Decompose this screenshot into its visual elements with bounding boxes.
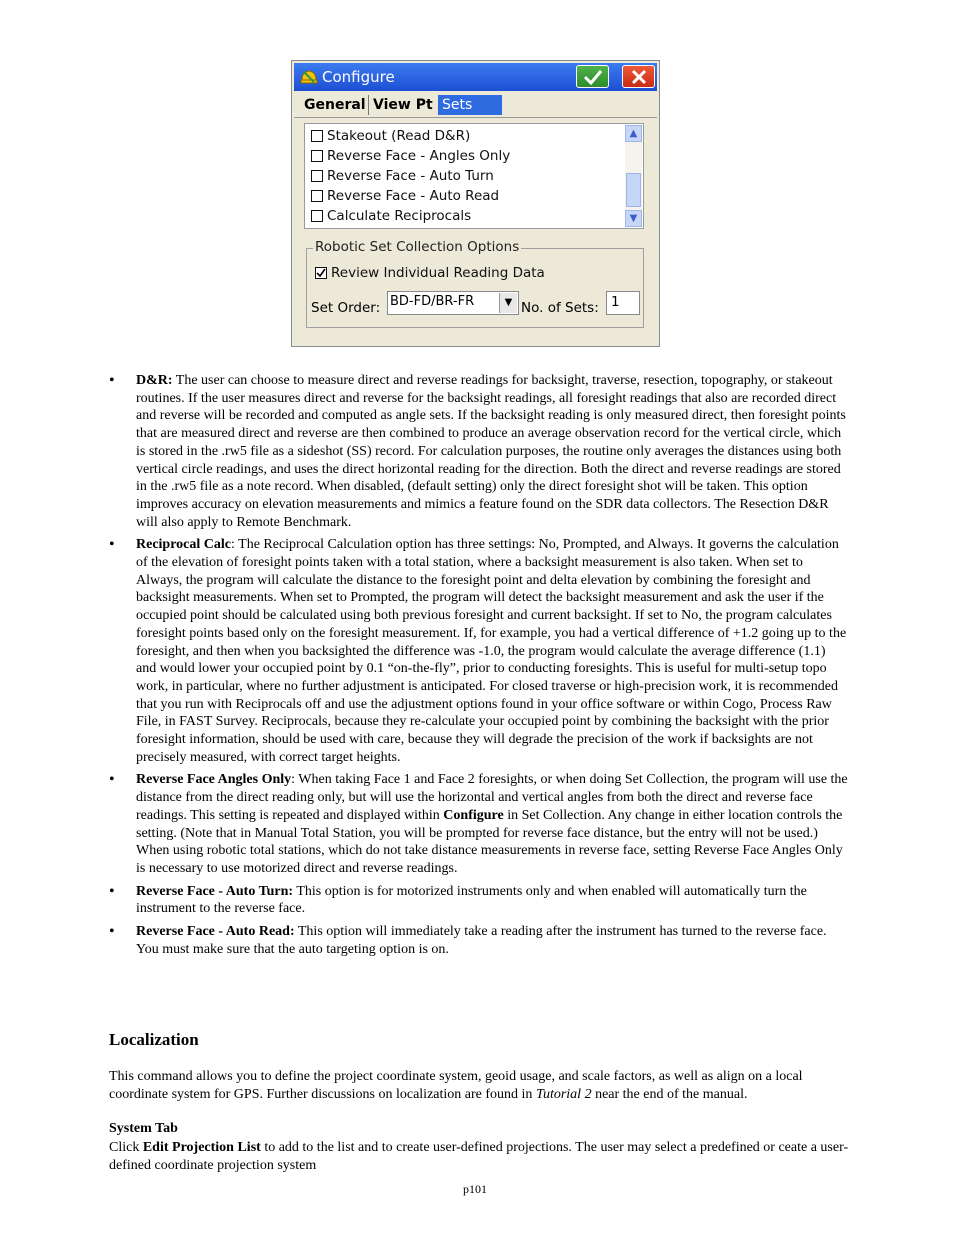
scroll-down-icon[interactable]: ▼ bbox=[625, 210, 642, 227]
list-item-reverse-face-auto-turn: • Reverse Face - Auto Turn: This option is for motorized instruments only and when enabled will automatically turn the instrument to the reverse face. bbox=[109, 883, 849, 918]
check-icon bbox=[316, 268, 326, 278]
num-sets-label: No. of Sets: bbox=[521, 300, 599, 316]
localization-heading: Localization bbox=[109, 1030, 199, 1049]
set-order-label: Set Order: bbox=[311, 300, 381, 316]
dialog-titlebar bbox=[294, 63, 657, 91]
localization-intro: This command allows you to define the project coordinate system, geoid usage, and scale factors, as well as align on a local coordinate system for GPS. Further discussions on localization are found in Tutorial 2 near the end of the manual. bbox=[109, 1069, 803, 1102]
checkbox[interactable] bbox=[311, 150, 323, 162]
page-number: p101 bbox=[463, 1182, 487, 1196]
checkmark-icon bbox=[583, 69, 603, 85]
review-individual-reading-checkbox-row[interactable]: Review Individual Reading Data bbox=[315, 265, 545, 281]
list-item-reverse-face-auto-read[interactable]: Reverse Face - Auto Read bbox=[311, 186, 499, 206]
set-order-select[interactable] bbox=[387, 291, 519, 315]
configure-dialog-screenshot bbox=[291, 60, 660, 347]
system-tab-heading: System Tab bbox=[109, 1121, 178, 1136]
group-label: Robotic Set Collection Options bbox=[315, 239, 520, 255]
checkbox-checked[interactable] bbox=[315, 267, 327, 279]
scroll-thumb[interactable] bbox=[626, 173, 641, 207]
list-item-dr: • D&R: The user can choose to measure direct and reverse readings for backsight, traverse, resection, topography, or stakeout routines. If the user measures direct and reverse for the backsight readings, all foresight readings that also are recorded direct and reverse will be recorded and computed as angle sets. If the backsight reading is only measured direct, then foresight points that are measured direct and reverse are then combined to produce an average observation record for the vertical circle, which is stored in the .rw5 file as a sideshot (SS) record. For calculation purposes, the routine only averages the distances using both vertical circle readings, and uses the direct horizontal reading for the direction. Both the direct and reverse readings are stored in the .rw5 file as a note record. When disabled, (default setting) only the direct foresight shot will be taken. This option improves accuracy on elevation measurements and mimics a feature found on the SDR data collectors. The Resection D&R will also apply to Remote Benchmark. bbox=[109, 372, 849, 531]
scroll-up-icon[interactable]: ▲ bbox=[625, 125, 642, 142]
checkbox[interactable] bbox=[311, 210, 323, 222]
hardhat-icon bbox=[300, 68, 318, 86]
list-scrollbar[interactable] bbox=[625, 125, 642, 227]
close-button[interactable] bbox=[622, 65, 655, 88]
checkbox[interactable] bbox=[311, 130, 323, 142]
checkbox[interactable] bbox=[311, 190, 323, 202]
dialog-title: Configure bbox=[322, 68, 395, 86]
system-tab-text: Click Edit Projection List to add to the list and to create user-defined projections. The user may select a predefined or ceate a user-defined coordinate projection system bbox=[109, 1140, 849, 1173]
dropdown-arrow-icon[interactable]: ▼ bbox=[499, 293, 517, 313]
tab-view-pt[interactable]: View Pt bbox=[368, 95, 434, 115]
tab-general[interactable]: General bbox=[304, 97, 366, 113]
list-item-reverse-face-auto-read: • Reverse Face - Auto Read: This option will immediately take a reading after the instrument has turned to the reverse face. You must make sure that the auto targeting option is on. bbox=[109, 923, 849, 958]
close-icon bbox=[629, 69, 649, 85]
tab-sets[interactable]: Sets bbox=[438, 95, 502, 115]
checkbox[interactable] bbox=[311, 170, 323, 182]
list-item-reverse-face-angles-only[interactable]: Reverse Face - Angles Only bbox=[311, 146, 510, 166]
list-item-reverse-face-auto-turn[interactable]: Reverse Face - Auto Turn bbox=[311, 166, 494, 186]
tab-divider bbox=[294, 117, 657, 118]
set-order-value: BD-FD/BR-FR bbox=[390, 294, 475, 309]
option-descriptions bbox=[109, 372, 849, 964]
sets-options-list[interactable] bbox=[304, 123, 644, 229]
list-item-calculate-reciprocals[interactable]: Calculate Reciprocals bbox=[311, 206, 471, 226]
list-item-reverse-face-angles-only: • Reverse Face Angles Only: When taking Face 1 and Face 2 foresights, or when doing Set Collection, the program will use the distance from the direct reading only, but will use the horizontal and vertical angles from both the direct and reverse face readings. This setting is repeated and displayed within Configure in Set Collection. Any change in either location controls the setting. (Note that in Manual Total Station, you will be prompted for reverse face distance, but the entry will not be used.) When using robotic total stations, which do not take distance measurements in reverse face, setting Reverse Face Angles Only is necessary to use motorized direct and reverse readings. bbox=[109, 771, 849, 877]
list-item-reciprocal-calc: • Reciprocal Calc: The Reciprocal Calculation option has three settings: No, Prompted, and Always. It governs the calculation of the elevation of foresight points taken with a total station, where a backsight measurement is also taken. When set to Always, the program will calculate the distance to the foresight point and delta elevation by combining the foresight and backsight measurements. When set to Prompted, the program will detect the backsight measurement and ask the user if the occupied point should be calculated using both previous foresight and current backsight. If set to No, the program calculates foresight points based only on the foresight measurement. If, for example, you had a vertical difference of +1.2 going up to the foresight, and then when you backsighted the difference was -1.0, the program would calculate the average difference (1.1) and would lower your occupied point by 0.1 “on-the-fly”, prior to conducting foresights. This is useful for multi-setup topo work, in particular, where no further adjustment is anticipated. For closed traverse or high-precision work, it is recommended that you run with Reciprocals off and use the adjustment options found in your office software or within Cogo, Process Raw File, in FAST Survey. Reciprocals, because they re-calculate your occupied point by combining the backsight with the prior foresight information, should be used with care, because they will degrade the precision of the work if backsights are not precisely measured, with correct target heights. bbox=[109, 536, 849, 766]
ok-button[interactable] bbox=[576, 65, 609, 88]
num-sets-input[interactable]: 1 bbox=[606, 291, 640, 315]
robotic-set-collection-group bbox=[306, 239, 644, 328]
list-item-stakeout[interactable]: Stakeout (Read D&R) bbox=[311, 126, 470, 146]
